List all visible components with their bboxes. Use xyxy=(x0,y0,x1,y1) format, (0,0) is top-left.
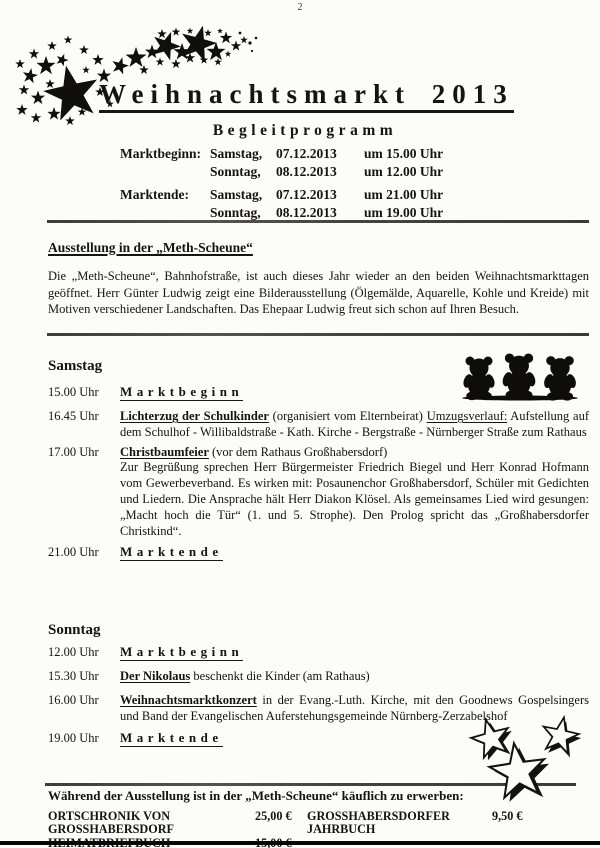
sale-item-name: ORTSCHRONIK VON GROSSHABERSDORF xyxy=(48,809,174,836)
sale-item-price: 25,00 € xyxy=(255,809,292,823)
schedule-row xyxy=(48,385,589,401)
event-title: Marktende xyxy=(120,730,223,746)
schedule-row xyxy=(48,409,589,441)
market-time-day: Sonntag, xyxy=(210,205,261,220)
event-title: Marktbeginn xyxy=(120,644,244,659)
event-text: Aufstellung auf dem Schulhof - Willibaldstraße - Kath. Kirche - Bergstraße - Nürnberger Straße zum Rathaus xyxy=(120,409,589,439)
sale-row xyxy=(48,810,589,836)
event-route-label: Umzugsverlauf: xyxy=(426,409,508,423)
sale-item-name: GROSSHABERSDORFER JAHRBUCH xyxy=(307,809,450,836)
market-time-day: Samstag, xyxy=(210,146,263,161)
event-text: in der Evang.-Luth. Kirche, mit den Goodnews Gospelsingers und Band der Evangelischen Auferstehungsgemeinde Nürnberg-Zerzabelshof xyxy=(120,692,589,723)
market-time-day: Sonntag, xyxy=(210,164,261,179)
divider-rule xyxy=(47,333,589,336)
event-title: Christbaumfeier xyxy=(120,444,209,459)
event-time: 19.00 Uhr xyxy=(48,731,99,746)
market-time-time: um 19.00 Uhr xyxy=(364,205,444,220)
event-title: Marktbeginn xyxy=(120,384,244,399)
market-times-block xyxy=(120,145,443,222)
event-title: Lichterzug der Schulkinder xyxy=(120,409,269,423)
document-title: Weihnachtsmarkt 2013 xyxy=(99,81,514,113)
market-time-row xyxy=(120,145,443,163)
schedule-row xyxy=(48,545,589,561)
market-time-time: um 12.00 Uhr xyxy=(364,164,444,179)
bottom-border-rule xyxy=(0,841,600,845)
event-text: beschenkt die Kinder (am Rathaus) xyxy=(190,669,370,683)
market-time-date: 08.12.2013 xyxy=(276,205,337,220)
event-paragraph: Zur Begrüßung sprechen Herr Bürgermeister Friedrich Biegel und Herr Konrad Hofmann vom Gewerbeverband. Es wirken mit: Posaunenchor Großhabersdorf, Schüler mit Gedichten und Liedern. Die Ansprache hält Herr Diakon Klösel. Als gemeinsames Lied wird gesungen: „Macht hoch die Tür“ (1. und 5. Strophe). Den Prolog spricht das „Großhabersdorfer Christkind“. xyxy=(120,460,589,538)
sunday-heading: Sonntag xyxy=(48,622,101,638)
event-time: 15.00 Uhr xyxy=(48,385,99,399)
market-time-time: um 15.00 Uhr xyxy=(364,146,444,161)
exhibition-section xyxy=(48,240,589,318)
page-number: 2 xyxy=(297,2,303,13)
event-venue: (vor dem Rathaus Großhabersdorf) xyxy=(208,444,388,459)
event-description xyxy=(120,669,589,685)
event-title: Der Nikolaus xyxy=(120,669,191,683)
document-subtitle: Begleitprogramm xyxy=(212,122,398,139)
schedule-row xyxy=(48,445,589,540)
event-description xyxy=(120,409,589,441)
event-title: Marktende xyxy=(120,544,223,560)
event-time: 17.00 Uhr xyxy=(48,444,99,459)
saturday-heading: Samstag xyxy=(48,358,103,374)
market-time-day: Samstag, xyxy=(210,187,263,202)
event-description xyxy=(120,445,589,540)
market-time-date: 07.12.2013 xyxy=(276,146,337,161)
event-text: (organisiert vom Elternbeirat) xyxy=(268,409,427,423)
market-time-row xyxy=(120,163,443,181)
sale-heading: Während der Ausstellung ist in der „Meth-Scheune“ käuflich zu erwerben: xyxy=(48,788,464,803)
outline-stars-icon xyxy=(452,711,594,807)
market-time-label: Marktbeginn: xyxy=(120,146,201,161)
market-time-row xyxy=(120,186,443,204)
market-time-date: 07.12.2013 xyxy=(276,187,337,202)
saturday-schedule xyxy=(48,385,589,561)
event-time: 16.00 Uhr xyxy=(48,692,99,707)
market-time-date: 08.12.2013 xyxy=(276,164,337,179)
schedule-row xyxy=(48,645,589,661)
event-time: 12.00 Uhr xyxy=(48,645,99,659)
schedule-row xyxy=(48,669,589,685)
market-time-label xyxy=(120,163,210,181)
event-time: 16.45 Uhr xyxy=(48,409,99,423)
sale-item-price: 9,50 € xyxy=(492,809,523,823)
market-time-time: um 21.00 Uhr xyxy=(364,187,444,202)
market-time-label: Marktende: xyxy=(120,187,189,202)
event-title: Weihnachtsmarktkonzert xyxy=(120,692,257,707)
divider-rule xyxy=(47,220,589,223)
saturday-section xyxy=(48,356,589,561)
event-time: 15.30 Uhr xyxy=(48,669,99,683)
exhibition-heading: Ausstellung in der „Meth-Scheune“ xyxy=(48,240,253,255)
event-time: 21.00 Uhr xyxy=(48,545,99,560)
exhibition-body-text: Die „Meth-Scheune“, Bahnhofstraße, ist auch dieses Jahr wieder an den beiden Weihnachtsmarkttagen geöffnet. Herr Günter Ludwig zeigt eine Bilderausstellung (Ölgemälde, Aquarelle, Kohle und Kreide) mit Motiven verschiedener Landschaften. Das Ehepaar Ludwig freut sich schon auf Ihren Besuch. xyxy=(48,269,589,316)
